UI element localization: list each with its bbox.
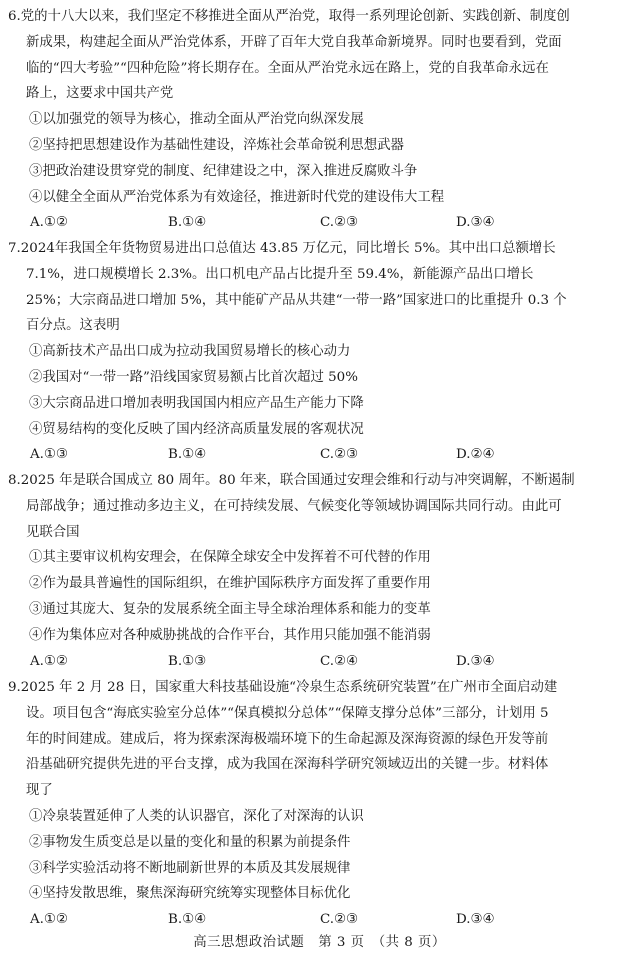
statement-option: ④以健全全面从严治党体系为有效途径，推进新时代党的建设伟大工程 bbox=[29, 189, 445, 205]
choice-b: B.①④ bbox=[168, 447, 207, 463]
question-stem-line: 25%；大宗商品进口增加 5%，其中能矿产品从共建“一带一路”国家进口的比重提升 0.3 个 bbox=[26, 292, 567, 308]
question-stem-line: 7.2024年我国全年货物贸易进出口总值达 43.85 万亿元，同比增长 5%。其中出口总额增长 bbox=[8, 241, 556, 256]
question-stem-line: 路上，这要求中国共产党 bbox=[26, 86, 174, 102]
question-stem-line: 见联合国 bbox=[26, 524, 80, 540]
answer-choices bbox=[8, 442, 626, 468]
statement-option: ①以加强党的领导为核心，推动全面从严治党向纵深发展 bbox=[29, 112, 364, 128]
choice-d: D.②④ bbox=[456, 447, 495, 463]
question-7 bbox=[8, 236, 626, 468]
choice-a: A.①② bbox=[30, 912, 68, 928]
statement-option: ③通过其庞大、复杂的发展系统全面主导全球治理体系和能力的变革 bbox=[29, 601, 431, 617]
choice-a: A.①② bbox=[30, 653, 68, 669]
question-stem-line: 局部战争；通过推动多边主义，在可持续发展、气候变化等领域协调国际共同行动。由此可 bbox=[26, 498, 562, 514]
choice-a: A.①② bbox=[30, 215, 68, 231]
answer-choices bbox=[8, 210, 626, 236]
choice-b: B.①④ bbox=[168, 215, 207, 231]
choice-d: D.③④ bbox=[456, 653, 495, 669]
answer-choices bbox=[8, 649, 626, 675]
statement-option: ②作为最具普遍性的国际组织，在维护国际秩序方面发挥了重要作用 bbox=[29, 576, 431, 592]
answer-choices bbox=[8, 907, 626, 933]
choice-c: C.②③ bbox=[320, 912, 359, 928]
statement-option: ③科学实验活动将不断地刷新世界的本质及其发展规律 bbox=[29, 860, 351, 876]
question-9 bbox=[8, 675, 626, 933]
question-stem-line: 新成果，构建起全面从严治党体系，开辟了百年大党自我革命新境界。同时也要看到，党面 bbox=[26, 34, 562, 50]
question-stem-line: 9.2025 年 2 月 28 日，国家重大科技基础设施“冷泉生态系统研究装置”在广州市全面启动建 bbox=[8, 680, 558, 695]
statement-option: ②坚持把思想建设作为基础性建设，淬炼社会革命锐利思想武器 bbox=[29, 137, 404, 153]
question-stem-line: 7.1%，进口规模增长 2.3%。出口机电产品占比提升至 59.4%，新能源产品出口增长 bbox=[26, 266, 534, 282]
choice-c: C.②③ bbox=[320, 215, 359, 231]
statement-option: ①冷泉装置延伸了人类的认识器官，深化了对深海的认识 bbox=[29, 808, 364, 824]
statement-option: ④贸易结构的变化反映了国内经济高质量发展的客观状况 bbox=[29, 421, 364, 437]
choice-c: C.②④ bbox=[320, 653, 359, 669]
question-stem-line: 设。项目包含“海底实验室分总体”“保真模拟分总体”“保障支撑分总体”三部分，计划用 5 bbox=[26, 705, 549, 721]
question-stem-line: 沿基础研究提供先进的平台支撑，成为我国在深海科学研究领域迈出的关键一步。材料体 bbox=[26, 757, 549, 773]
choice-d: D.③④ bbox=[456, 912, 495, 928]
statement-option: ④坚持发散思维，聚焦深海研究统筹实现整体目标优化 bbox=[29, 886, 351, 902]
page-footer: 高三思想政治试题 第 3 页 （共 8 页） bbox=[193, 935, 446, 950]
question-stem-line: 8.2025 年是联合国成立 80 周年。80 年来，联合国通过安理会维和行动与冲突调解，不断遏制 bbox=[8, 473, 575, 488]
question-stem-line: 年的时间建成。建成后，将为探索深海极端环境下的生命起源及深海资源的绿色开发等前 bbox=[26, 731, 549, 747]
question-stem-line: 6.党的十八大以来，我们坚定不移推进全面从严治党，取得一系列理论创新、实践创新、制度创 bbox=[8, 9, 570, 24]
question-6 bbox=[8, 4, 626, 236]
statement-option: ②事物发生质变总是以量的变化和量的积累为前提条件 bbox=[29, 834, 351, 850]
choice-a: A.①③ bbox=[30, 447, 68, 463]
choice-d: D.③④ bbox=[456, 215, 495, 231]
choice-c: C.②③ bbox=[320, 447, 359, 463]
choice-b: B.①④ bbox=[168, 912, 207, 928]
question-stem-line: 现了 bbox=[26, 783, 53, 799]
statement-option: ④作为集体应对各种威胁挑战的合作平台，其作用只能加强不能消弱 bbox=[29, 627, 431, 643]
question-8 bbox=[8, 468, 626, 674]
statement-option: ③大宗商品进口增加表明我国国内相应产品生产能力下降 bbox=[29, 395, 364, 411]
choice-b: B.①③ bbox=[168, 653, 207, 669]
statement-option: ①其主要审议机构安理会，在保障全球安全中发挥着不可代替的作用 bbox=[29, 550, 431, 566]
statement-option: ②我国对“一带一路”沿线国家贸易额占比首次超过 50% bbox=[29, 369, 358, 385]
statement-option: ①高新技术产品出口成为拉动我国贸易增长的核心动力 bbox=[29, 344, 351, 360]
question-stem-line: 临的“四大考验”“四种危险”将长期存在。全面从严治党永远在路上，党的自我革命永远在 bbox=[26, 60, 549, 76]
question-stem-line: 百分点。这表明 bbox=[26, 318, 120, 334]
statement-option: ③把政治建设贯穿党的制度、纪律建设之中，深入推进反腐败斗争 bbox=[29, 163, 418, 179]
